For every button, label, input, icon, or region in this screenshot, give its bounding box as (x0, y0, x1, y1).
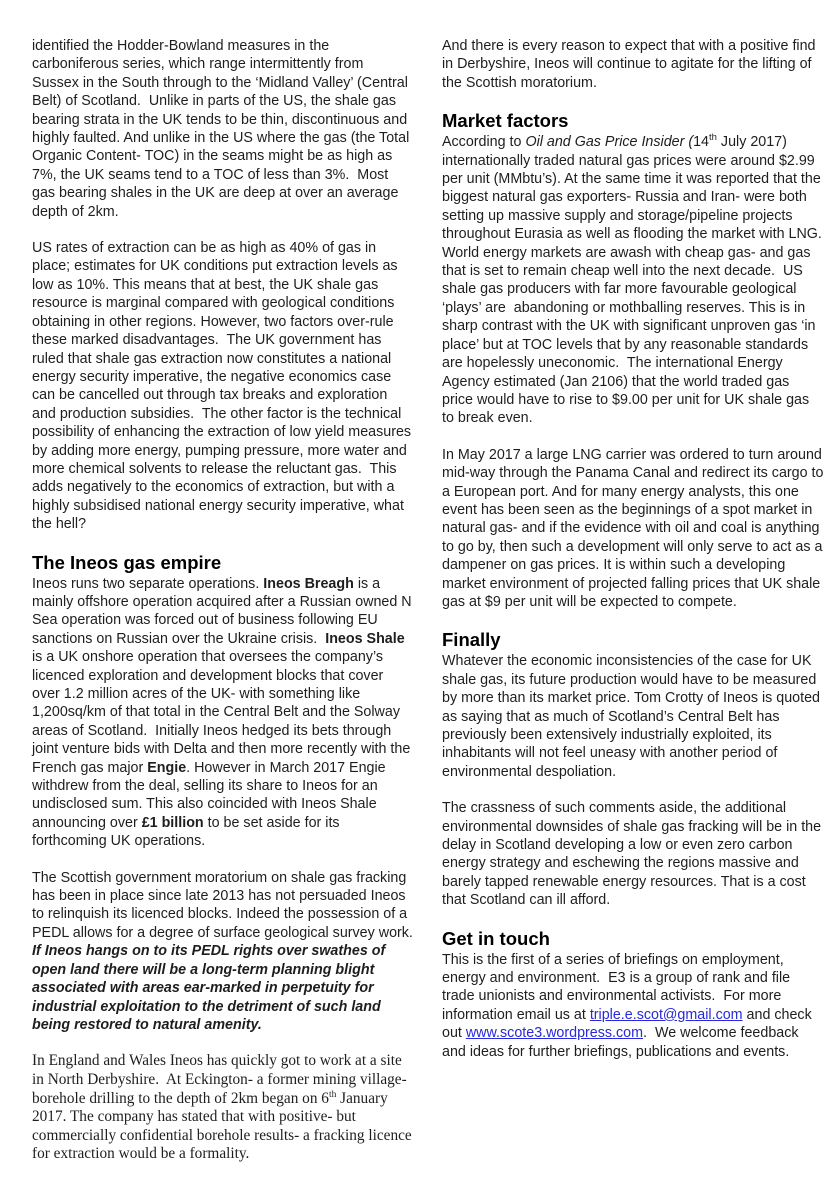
paragraph (32, 1052, 414, 1164)
superscript-text: th (709, 132, 717, 144)
text-run: The Scottish government moratorium on shale gas fracking has been in place since late 2013 has not persuaded Ineos to relinquish its licenced blocks. Indeed the possession of a PEDL allows for a degree of surface geological survey work. (32, 869, 417, 941)
text-run: identified the Hodder-Bowland measures in the carboniferous series, which range intermittently from Sussex in the South through to the ‘Midland Valley’ (Central Belt) of Scotland. Unlike in parts of the US, the shale gas bearing strata in the UK tends to be thin, discontinuous and highly faulted. And unlike in the US where the gas (the Total Organic Content- TOC) in the seams might be as high as 7%, the UK seams tend to a TOC of less than 3%. Most gas bearing shales in the UK are deep at over an average depth of 2km. (32, 38, 414, 220)
text-run: Market factors (442, 110, 569, 132)
hyperlink[interactable]: www.scote3.wordpress.com (465, 1025, 644, 1042)
paragraph (442, 132, 834, 428)
paragraph (442, 951, 824, 1061)
text-run: July 2017) internationally traded natural gas prices were around $2.99 per unit (MMbtu’s). At the same time it was reported that the biggest natural gas exporters- Russia and Iran- were both setting up massive supply and storage/pipeline projects throughout Eurasia as well as flooding the market with LNG. World energy markets are awash with cheap gas- and gas that is set to remain cheap well into the next decade. US shale gas producers with far more favourable geological ‘plays’ are abandoning or mothballing reserves. This is in sharp contrast with the UK with significant unproven gas ‘in place’ but at TOC levels that by any reasonable standards are hopelessly uneconomic. The international Energy Agency estimated (Jan 2106) that the world traded gas price would have to rise to $9.00 per unit for UK shale gas to break even. (442, 134, 834, 427)
paragraph (442, 37, 824, 92)
text-run: and check out (442, 1006, 816, 1042)
section-heading (32, 552, 414, 573)
section-heading (442, 110, 824, 131)
paragraph (442, 652, 824, 781)
paragraph (442, 446, 828, 612)
paragraph (442, 799, 824, 909)
text-run: The crassness of such comments aside, the additional environmental downsides of shale gas fracking will be in the delay in Scotland developing a low or even zero carbon energy strategy and eschewing the regions massive and barely tapped renewable energy resources. That is a cost that Scotland can ill afford. (442, 800, 826, 909)
paragraph (32, 575, 414, 851)
right-column (442, 37, 834, 1164)
text-run: January 2017. The company has stated that with positive- but commercially confidential borehole results- a fracking licence for extraction would be a formality. (32, 1089, 416, 1163)
text-run: Ineos runs two separate operations. (32, 575, 264, 592)
text-run: This is the first of a series of briefings on employment, energy and environment. E3 is a group of rank and file trade unionists and environmental activists. For more information email us at (442, 951, 795, 1023)
text-run: Ineos Breagh (263, 575, 354, 592)
text-run: . However in March 2017 Engie withdrew from the deal, selling its share to Ineos for an undisclosed sum. This also coincided with Ineos Shale announcing over (32, 759, 390, 831)
text-run: Engie (147, 759, 187, 776)
text-run: Whatever the economic inconsistencies of the case for UK shale gas, its future production would have to be measured by more than its market price. Tom Crotty of Ineos is quoted as saying that as much of Scotland’s Central Belt has previously been extensively industrially exploited, its inhabitants will not feel uneasy with another period of environmental despoliation. (442, 653, 824, 780)
text-run: to be set aside for its forthcoming UK operations. (32, 814, 344, 850)
text-run: £1 billion (141, 814, 204, 831)
text-run: The Ineos gas empire (32, 551, 222, 573)
text-run: Oil and Gas Price Insider ( (525, 134, 694, 151)
hyperlink[interactable]: triple.e.scot@gmail.com (589, 1006, 743, 1023)
text-run: In England and Wales Ineos has quickly got to work at a site in North Derbyshire. At Eckington- a former mining village- borehole drilling to the depth of 2km began on 6 (32, 1052, 411, 1107)
section-heading (442, 928, 824, 949)
text-run: In May 2017 a large LNG carrier was ordered to turn around mid-way through the Panama Canal and redirect its cargo to a European port. And for many energy analysts, this one event has been seen as the beginnings of a spot market in natural gas- and if the evidence with oil and coal is anything to go by, then such a development will only serve to act as a dampener on gas prices. It is within such a developing market environment of projected falling prices that UK shale gas at $9 per unit will be expected to compete. (442, 446, 828, 610)
text-run: Ineos Shale (325, 630, 405, 647)
paragraph (32, 869, 417, 1035)
left-column (32, 37, 417, 1164)
text-run: And there is every reason to expect that with a positive find in Derbyshire, Ineos will continue to agitate for the lifting of the Scottish moratorium. (442, 38, 820, 91)
text-run: US rates of extraction can be as high as 40% of gas in place; estimates for UK conditions put extraction levels as low as 10%. This means that at best, the UK shale gas resource is marginal compared with geological conditions obtaining in other regions. However, two factors over-rule these marked disadvantages. The UK government has ruled that shale gas extraction now constitutes a national energy security imperative, the negative economics case can be cancelled out through tax breaks and exploration and production subsidies. The other factor is the technical possibility of enhancing the extraction of low yield measures by adding more energy, pumping pressure, more water and more chemical solvents to release the reluctant gas. This adds negatively to the economics of extraction, but with a highly subsidised national energy security imperative, what the hell? (32, 240, 416, 533)
text-run: According to (442, 134, 526, 151)
text-run: Get in touch (442, 927, 550, 949)
text-run: If Ineos hangs on to its PEDL rights over swathes of open land there will be a long-term planning blight associated with areas ear-marked in perpetuity for industrial exploitation to the detriment of such land being restored to natural amenity. (32, 943, 390, 1033)
text-run: Finally (442, 629, 501, 651)
superscript-text: th (328, 1089, 337, 1100)
section-heading (442, 629, 824, 650)
text-run: is a UK onshore operation that oversees the company’s licenced exploration and development blocks that cover over 1.2 million acres of the UK- with something like 1,200sq/km of that total in the Central Belt and the Solway areas of Scotland. Initially Ineos hedged its bets through joint venture bids with Delta and then more recently with the French gas major (32, 630, 415, 776)
paragraph (32, 37, 414, 221)
text-run: . We welcome feedback and ideas for further briefings, publications and events. (442, 1025, 803, 1060)
paragraph (32, 239, 414, 534)
text-run: is a mainly offshore operation acquired after a Russian owned N Sea operation was forced out of business following EU sanctions on Russian over the Ukraine crisis. (32, 575, 416, 647)
text-run: 14 (693, 134, 710, 151)
